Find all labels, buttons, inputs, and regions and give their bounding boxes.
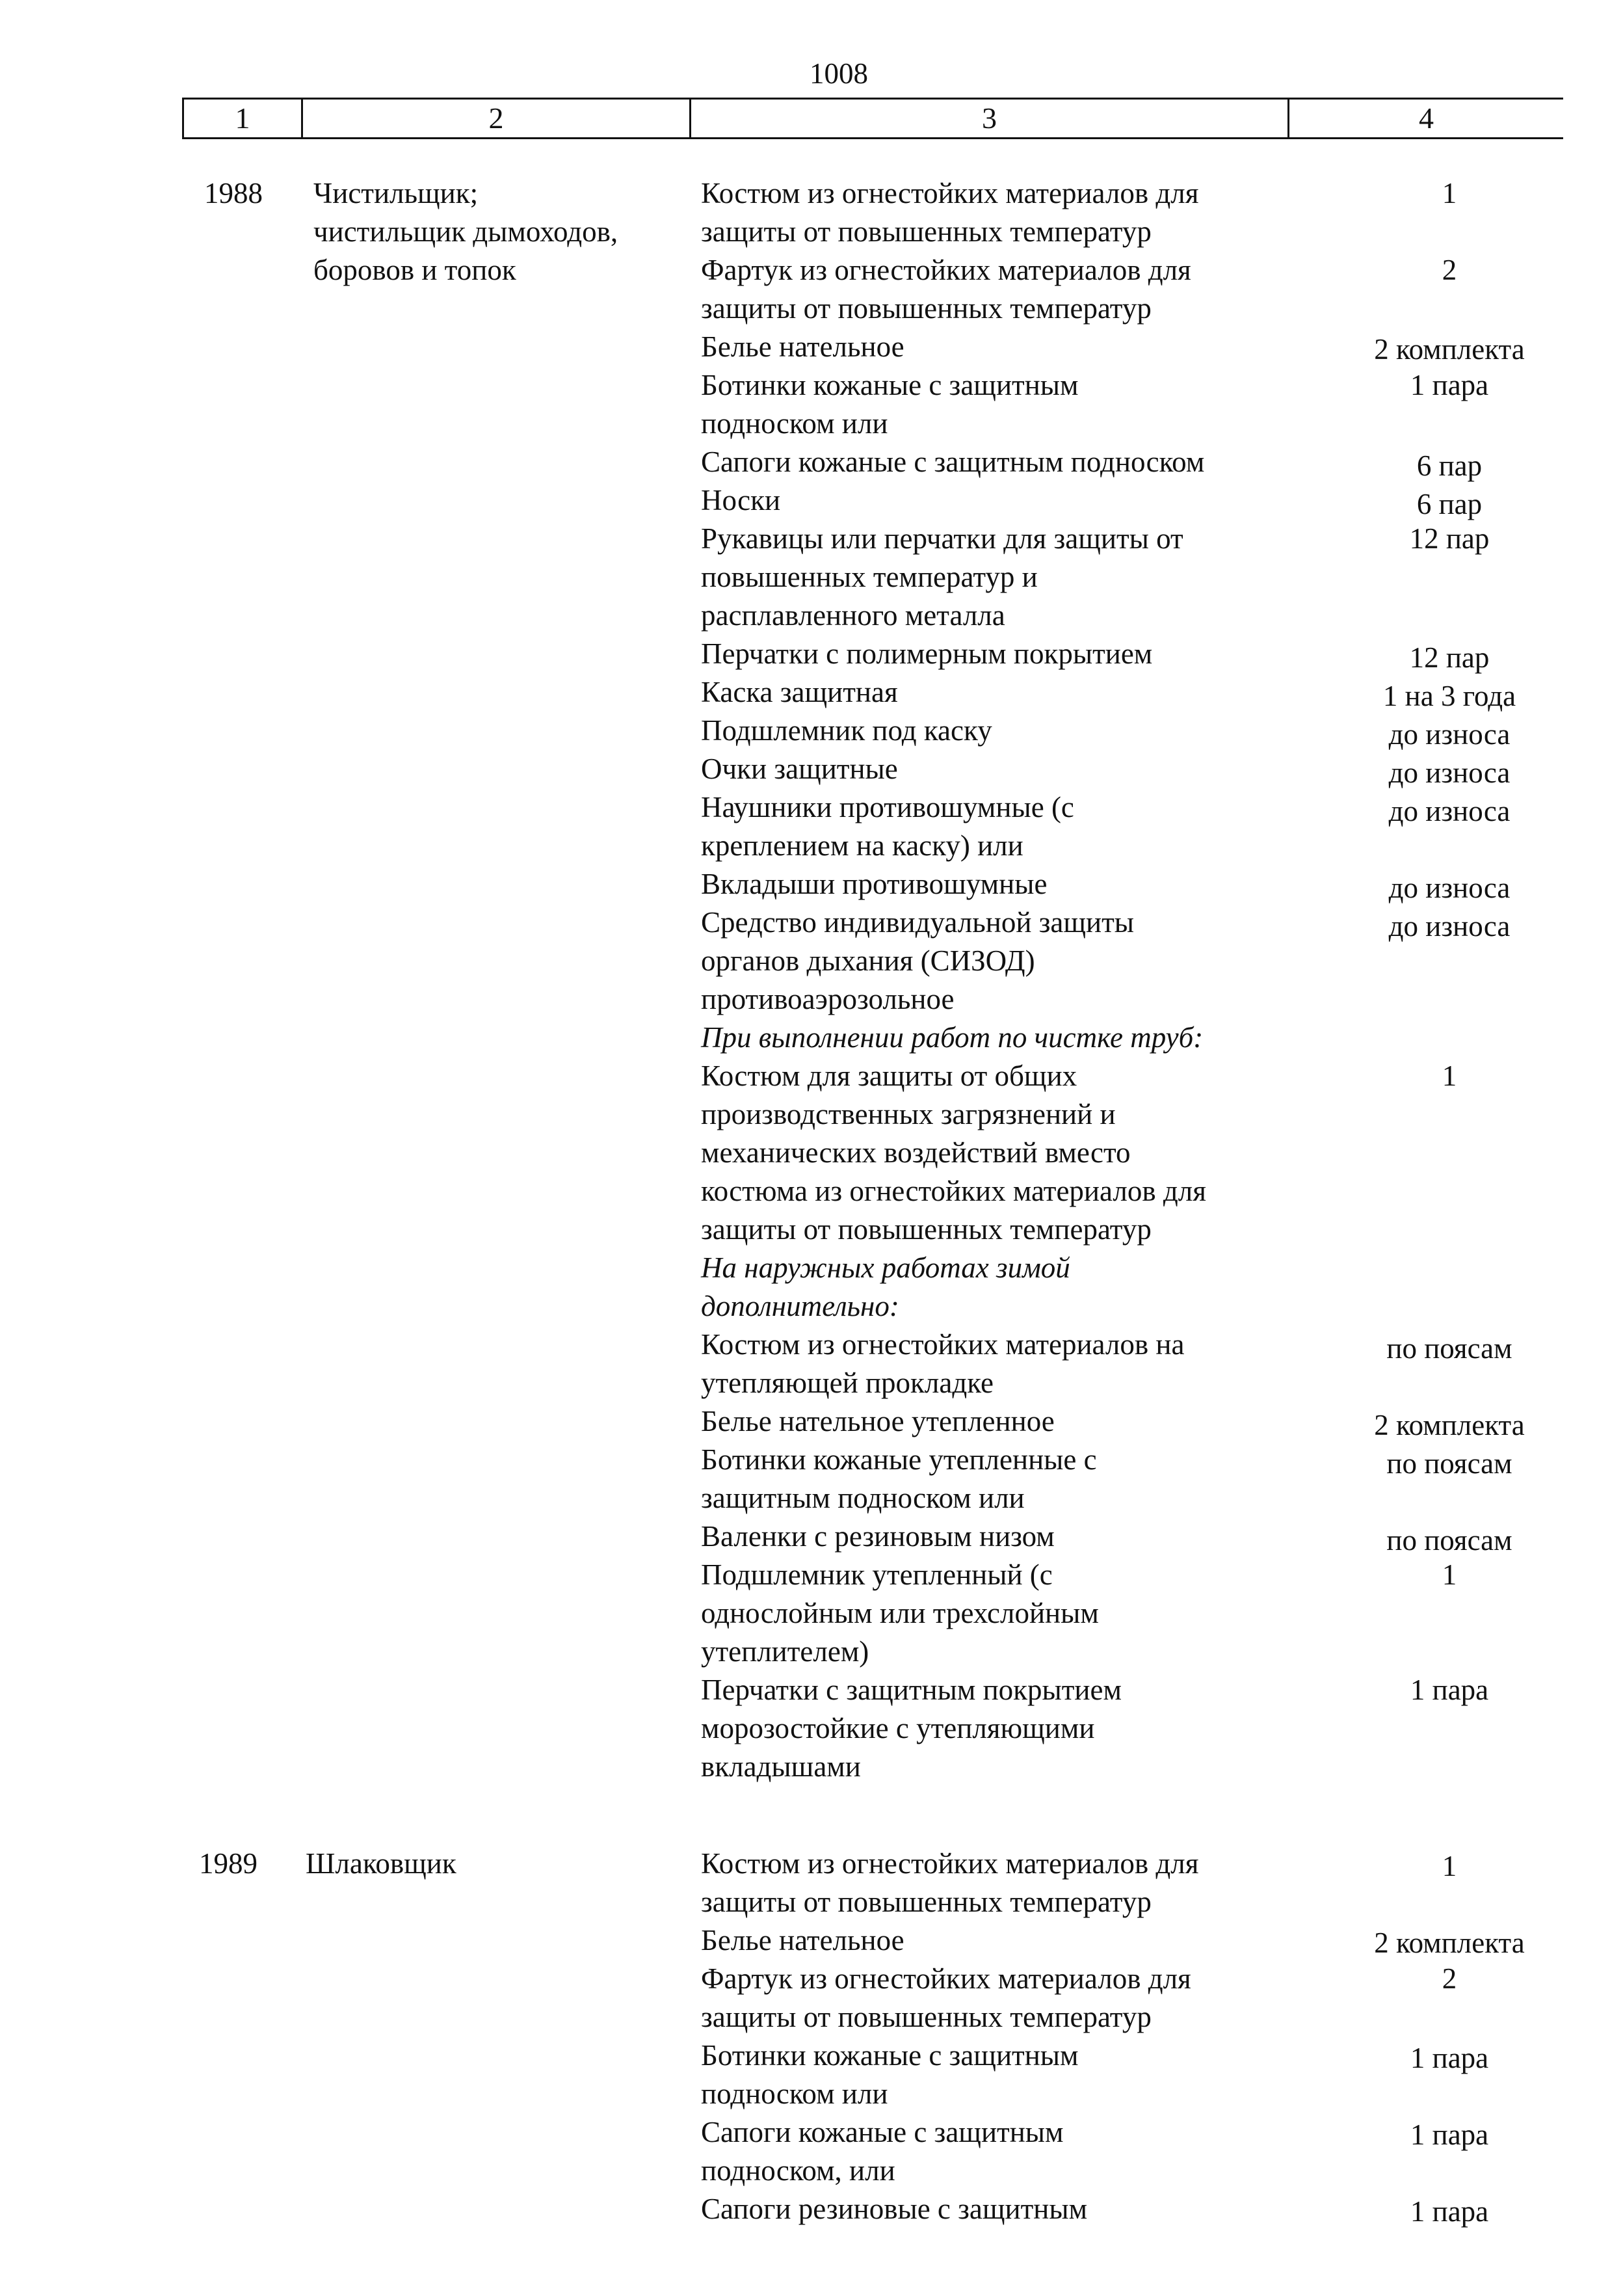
header-col-1: 1 <box>184 100 303 137</box>
entry-number: 1988 <box>204 177 263 209</box>
item-quantity: 1 пара <box>1410 2042 1489 2074</box>
item-name: Костюм из огнестойких материалов для защиты от повышенных температур <box>701 1847 1199 1918</box>
list-item <box>701 1517 1512 1556</box>
item-name: Валенки с резиновым низом <box>701 1520 1055 1553</box>
item-name: Перчатки с полимерным покрытием <box>701 637 1153 670</box>
header-col-4: 4 <box>1419 101 1434 135</box>
list-item <box>701 712 1511 751</box>
item-quantity: до износа <box>1388 795 1511 827</box>
list-item <box>701 2036 1489 2113</box>
item-name: Перчатки с защитным покрытием морозостойкие с утепляющими вкладышами <box>701 1674 1122 1783</box>
item-name: Сапоги кожаные с защитным подноском, или <box>701 2116 1064 2187</box>
item-subheading: При выполнении работ по чистке труб: <box>701 1021 1204 1054</box>
list-item <box>701 1921 1525 1960</box>
item-quantity: до износа <box>1388 872 1511 904</box>
item-quantity: 2 <box>1442 254 1457 286</box>
item-name: Ботинки кожаные утепленные с защитным подноском или <box>701 1443 1097 1514</box>
item-quantity: 2 комплекта <box>1374 1927 1525 1959</box>
list-item <box>701 174 1457 251</box>
header-col-2: 2 <box>303 100 691 137</box>
item-name: Ботинки кожаные с защитным подноском или <box>701 2039 1079 2110</box>
item-name: Носки <box>701 484 781 516</box>
item-name: Вкладыши противошумные <box>701 868 1048 900</box>
entry-profession: Чистильщик; чистильщик дымоходов, боровов и топок <box>313 177 618 286</box>
item-quantity: 1 пара <box>1410 2195 1489 2228</box>
list-item <box>701 1441 1512 1517</box>
table-header <box>182 98 1563 139</box>
item-quantity: 2 комплекта <box>1374 1409 1525 1441</box>
item-quantity: 1 <box>1442 1558 1457 1591</box>
list-item <box>701 1019 1325 1057</box>
item-quantity: 12 пар <box>1409 641 1490 674</box>
list-item <box>701 481 1483 520</box>
item-name: Рукавицы или перчатки для защиты от повышенных температур и расплавленного металла <box>701 522 1183 632</box>
item-quantity: 6 пар <box>1416 449 1483 482</box>
list-item <box>701 1402 1525 1441</box>
list-item <box>701 1845 1457 1921</box>
item-name: Фартук из огнестойких материалов для защиты от повышенных температур <box>701 254 1191 325</box>
item-name: Белье нательное утепленное <box>701 1405 1055 1437</box>
item-name: Белье нательное <box>701 1924 904 1956</box>
item-quantity: 2 <box>1442 1962 1457 1995</box>
item-quantity: по поясам <box>1386 1332 1512 1365</box>
item-name: Подшлемник утепленный (с однослойным или трехслойным утеплителем) <box>701 1558 1099 1668</box>
item-name: Подшлемник под каску <box>701 714 992 747</box>
list-item <box>701 865 1511 904</box>
item-quantity: 1 пара <box>1410 2118 1489 2151</box>
list-item <box>701 635 1490 674</box>
entry-number: 1989 <box>199 1847 257 1880</box>
entry-profession: Шлаковщик <box>306 1847 456 1880</box>
item-name: Сапоги кожаные с защитным подноском <box>701 446 1205 478</box>
list-item <box>701 673 1516 712</box>
item-name: Костюм из огнестойких материалов на утепляющей прокладке <box>701 1328 1185 1399</box>
item-name: Фартук из огнестойких материалов для защиты от повышенных температур <box>701 1962 1191 2033</box>
list-item <box>701 1671 1489 1786</box>
list-item <box>701 520 1490 635</box>
header-col-3: 3 <box>691 100 1289 137</box>
list-item <box>701 2113 1489 2190</box>
item-name: Наушники противошумные (с креплением на каску) или <box>701 791 1074 862</box>
item-name: Каска защитная <box>701 676 898 708</box>
item-name: Средство индивидуальной защиты органов дыхания (СИЗОД) противоаэрозольное <box>701 906 1135 1015</box>
item-name: Костюм для защиты от общих производственных загрязнений и механических воздействий вместо костюма из огнестойких материалов для защиты от повышенных температур <box>701 1060 1206 1246</box>
item-quantity: до износа <box>1388 718 1511 751</box>
item-quantity: 2 комплекта <box>1374 333 1525 366</box>
list-item <box>701 1556 1457 1671</box>
list-item <box>701 443 1483 482</box>
list-item <box>701 1960 1457 2036</box>
item-subheading: На наружных работах зимой дополнительно: <box>701 1251 1070 1322</box>
item-name: Костюм из огнестойких материалов для защиты от повышенных температур <box>701 177 1199 248</box>
list-item <box>701 1057 1457 1249</box>
item-quantity: 1 пара <box>1410 1674 1489 1706</box>
list-item <box>701 328 1525 366</box>
item-quantity: 1 <box>1442 177 1457 209</box>
list-item <box>701 251 1457 328</box>
list-item <box>701 1249 1325 1326</box>
list-item <box>701 1326 1512 1402</box>
list-item <box>701 788 1511 865</box>
list-item <box>701 366 1489 443</box>
item-quantity: по поясам <box>1386 1524 1512 1556</box>
item-quantity: 12 пар <box>1409 522 1490 555</box>
item-quantity: до износа <box>1388 910 1511 942</box>
item-quantity: 1 <box>1442 1060 1457 1092</box>
item-quantity: 6 пар <box>1416 488 1483 520</box>
item-quantity: до износа <box>1388 756 1511 789</box>
page-number: 1008 <box>810 57 868 90</box>
item-name: Ботинки кожаные с защитным подноском или <box>701 369 1079 440</box>
list-item <box>701 2190 1489 2228</box>
item-quantity: по поясам <box>1386 1447 1512 1480</box>
item-quantity: 1 <box>1442 1850 1457 1882</box>
item-name: Очки защитные <box>701 753 898 785</box>
item-name: Белье нательное <box>701 330 904 363</box>
item-name: Сапоги резиновые с защитным <box>701 2193 1088 2225</box>
list-item <box>701 750 1511 789</box>
item-quantity: 1 пара <box>1410 369 1489 401</box>
item-quantity: 1 на 3 года <box>1382 680 1516 712</box>
list-item <box>701 903 1511 1019</box>
